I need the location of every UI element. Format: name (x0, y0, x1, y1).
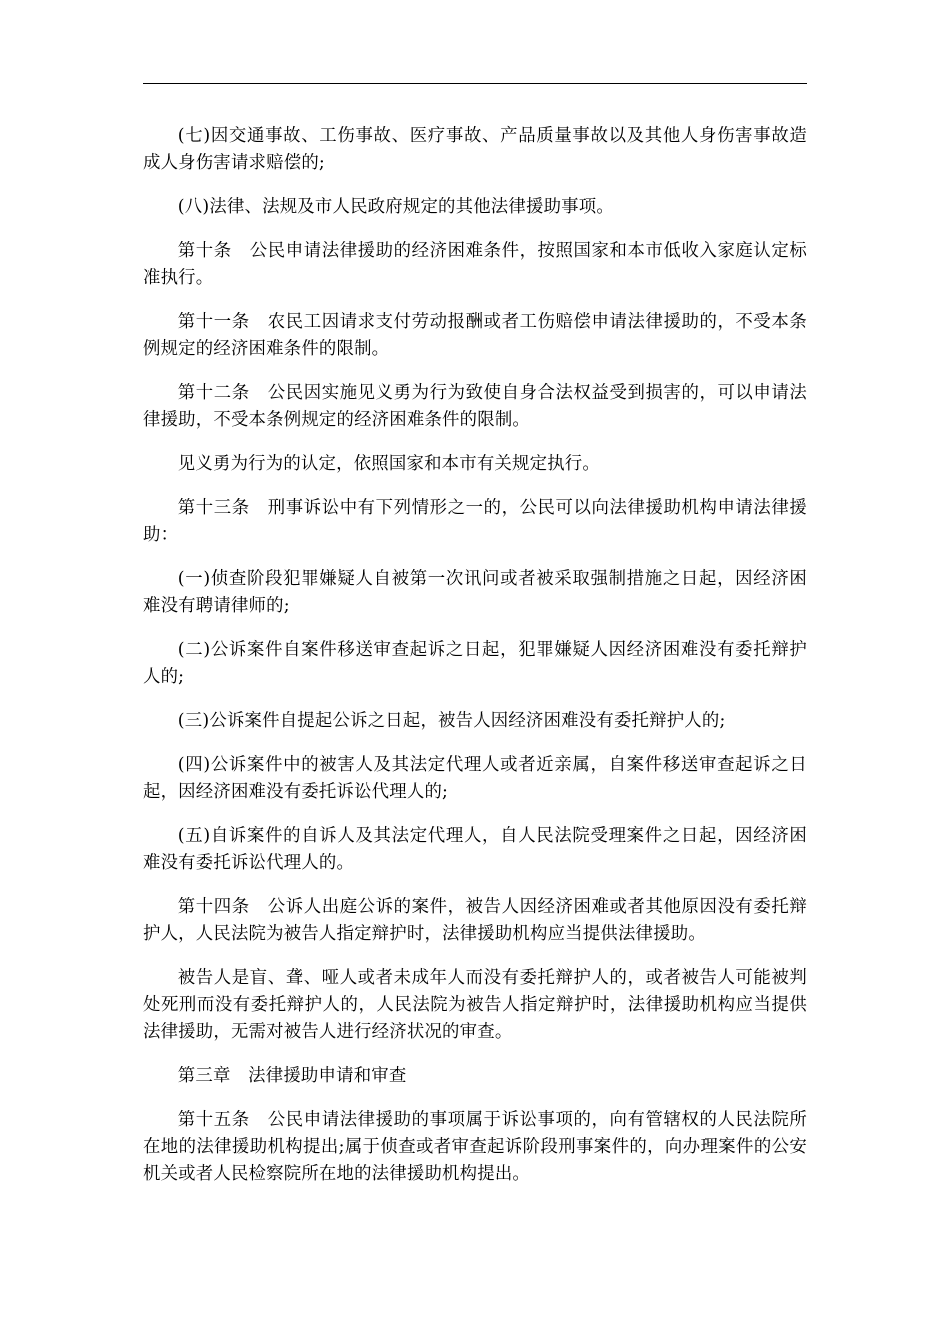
paragraph-article-11: 第十一条 农民工因请求支付劳动报酬或者工伤赔偿申请法律援助的，不受本条例规定的经济困难条件的限制。 (143, 312, 807, 359)
paragraph-article-12: 第十二条 公民因实施见义勇为行为致使自身合法权益受到损害的，可以申请法律援助，不受本条例规定的经济困难条件的限制。 (143, 383, 807, 430)
paragraph-article-10: 第十条 公民申请法律援助的经济困难条件，按照国家和本市低收入家庭认定标准执行。 (143, 241, 807, 288)
paragraph-item-7: (七)因交通事故、工伤事故、医疗事故、产品质量事故以及其他人身伤害事故造成人身伤害请求赔偿的; (143, 126, 807, 173)
paragraph-item-8: (八)法律、法规及市人民政府规定的其他法律援助事项。 (177, 197, 614, 217)
paragraph-article-14-note: 被告人是盲、聋、哑人或者未成年人而没有委托辩护人的，或者被告人可能被判处死刑而没有委托辩护人的，人民法院为被告人指定辩护时，法律援助机构应当提供法律援助，无需对被告人进行经济状况的审查。 (143, 968, 807, 1042)
paragraph-article-14: 第十四条 公诉人出庭公诉的案件，被告人因经济困难或者其他原因没有委托辩护人，人民法院为被告人指定辩护时，法律援助机构应当提供法律援助。 (143, 897, 807, 944)
header-rule (143, 83, 807, 84)
paragraph-article-13-item-3: (三)公诉案件自提起公诉之日起，被告人因经济困难没有委托辩护人的; (177, 711, 726, 731)
paragraph-article-15: 第十五条 公民申请法律援助的事项属于诉讼事项的，向有管辖权的人民法院所在地的法律援助机构提出;属于侦查或者审查起诉阶段刑事案件的，向办理案件的公安机关或者人民检察院所在地的法律援助机构提出。 (143, 1110, 807, 1184)
paragraph-article-13-item-4: (四)公诉案件中的被害人及其法定代理人或者近亲属，自案件移送审查起诉之日起，因经济困难没有委托诉讼代理人的; (143, 755, 807, 802)
paragraph-article-13-item-2: (二)公诉案件自案件移送审查起诉之日起，犯罪嫌疑人因经济困难没有委托辩护人的; (143, 640, 807, 687)
paragraph-article-13-item-1: (一)侦查阶段犯罪嫌疑人自被第一次讯问或者被采取强制措施之日起，因经济困难没有聘请律师的; (143, 569, 807, 616)
paragraph-article-13: 第十三条 刑事诉讼中有下列情形之一的，公民可以向法律援助机构申请法律援助： (143, 498, 807, 545)
paragraph-article-13-item-5: (五)自诉案件的自诉人及其法定代理人，自人民法院受理案件之日起，因经济困难没有委托诉讼代理人的。 (143, 826, 807, 873)
chapter-heading: 第三章 法律援助申请和审查 (177, 1066, 407, 1086)
document-body (143, 123, 807, 1205)
paragraph-article-12-note: 见义勇为行为的认定，依照国家和本市有关规定执行。 (177, 454, 600, 474)
